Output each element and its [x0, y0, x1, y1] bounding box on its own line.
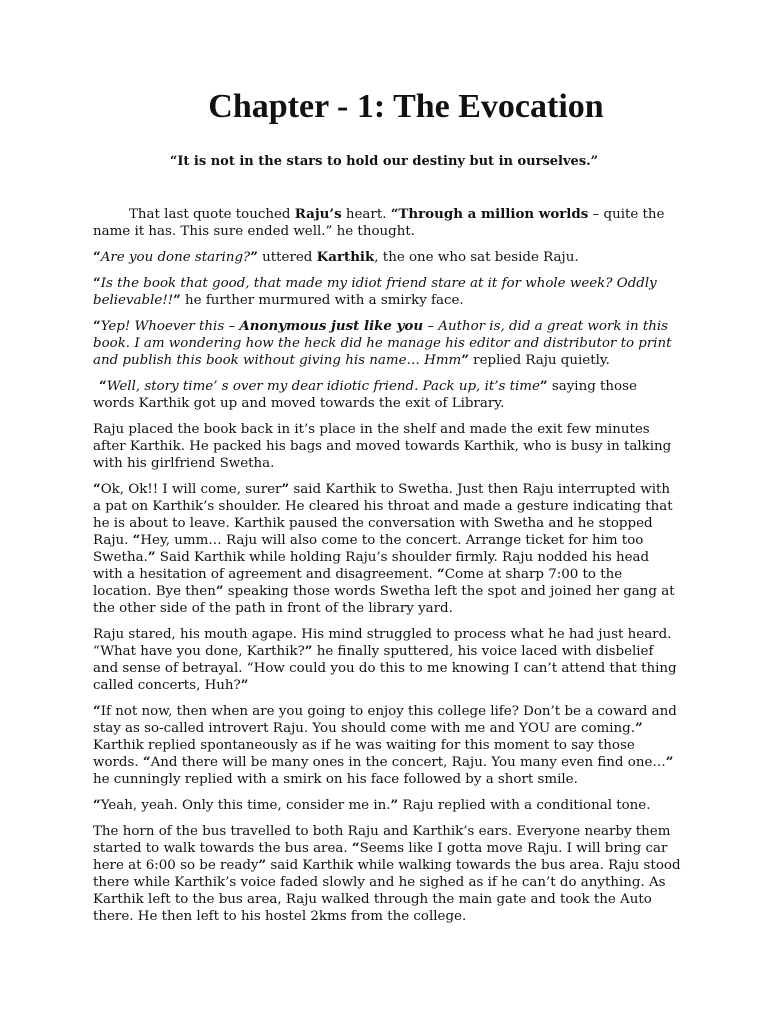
italic-dialogue: – Author is, did a great work in this book. I am wondering how the heck did he manage his editor and distributor to print and publish this book without giving his name… Hmm — [93, 319, 672, 368]
text-run: saying those words Karthik got up and moved towards the exit of Library. — [93, 379, 637, 411]
italic-dialogue: Yep! Whoever this – — [100, 319, 240, 334]
bold-book-title: “Through a million worlds — [390, 206, 589, 222]
text-run: Raju replied with a conditional tone. — [398, 798, 651, 813]
text-run: said Karthik to Swetha. Just then Raju interrupted with a pat on Karthik’s shoulder. He cleared his throat and made a gesture indicating that he is about to leave. Karthik paused the conversation with Swetha and he stopped Raju. — [93, 482, 673, 548]
text-run: Karthik replied spontaneously as if he was waiting for this moment to say those words. — [93, 738, 635, 770]
quote-mark: ” — [215, 583, 224, 599]
quote-mark: ” — [258, 857, 267, 873]
text-run: Said Karthik while holding Raju’s shoulder firmly. Raju nodded his head with a hesitation of agreement and disagreement. — [93, 550, 650, 582]
quote-mark: ” — [461, 352, 469, 368]
quote-mark: ” — [665, 754, 674, 770]
quote-mark: ” — [539, 378, 548, 394]
paragraph — [93, 378, 681, 412]
text-run: , the one who sat beside Raju. — [374, 250, 579, 265]
dialogue: Come at sharp 7:00 to the location. Bye then — [93, 567, 623, 599]
paragraph — [93, 797, 681, 814]
quote-mark: “ — [93, 318, 101, 334]
quote-mark: “ — [93, 249, 101, 265]
dialogue: And there will be many ones in the concert, Raju. You many even find one… — [150, 755, 666, 770]
paragraph — [93, 318, 681, 369]
bold-name: Raju’s — [294, 206, 342, 222]
dialogue: If not now, then when are you going to enjoy this college life? Don’t be a coward and stay as so-called introvert Raju. You should come with me and YOU are coming. — [93, 704, 677, 736]
text-run: – quite the name it has. This sure ended well.” he thought. — [93, 207, 665, 239]
italic-dialogue: Well, story time’ s over my dear idiotic friend. Pack up, it’s time — [106, 379, 540, 394]
text-run: said Karthik while walking towards the bus area. Raju stood there while Karthik’s voice faded slowly and he sighed as if he can’t do anything. As Karthik left to the bus area, Raju walked through the main gate and took the Auto there. He then left to his hostel 2kms from the college. — [93, 858, 681, 924]
quote-mark: “ — [93, 703, 101, 719]
paragraph — [93, 626, 681, 694]
text-run: Raju stared, his mouth agape. His mind struggled to process what he had just heard. “What have you done, Karthik? — [93, 627, 672, 659]
epigraph-quote: “It is not in the stars to hold our destiny but in ourselves.” — [169, 154, 599, 169]
chapter-title: Chapter - 1: The Evocation — [208, 88, 604, 125]
text-run: heart. — [341, 207, 391, 222]
text-run: he further murmured with a smirky face. — [180, 293, 464, 308]
quote-mark: “ — [93, 481, 101, 497]
text-run: That last quote touched — [129, 207, 295, 222]
text-run: speaking those words Swetha left the spot and joined her gang at the other side of the path in front of the library yard. — [93, 584, 675, 616]
paragraph: Raju placed the book back in it’s place in the shelf and made the exit few minutes after Karthik. He packed his bags and moved towards Karthik, who is busy in talking with his girlfriend Swetha. — [93, 422, 672, 471]
quote-mark: ” — [634, 720, 643, 736]
chapter-body — [93, 206, 681, 934]
dialogue: Hey, umm… Raju will also come to the concert. Arrange ticket for him too Swetha. — [93, 533, 644, 565]
paragraph — [93, 249, 681, 266]
quote-mark: ” — [390, 797, 399, 813]
bold-name: Karthik — [316, 249, 375, 265]
text-run: he finally sputtered, his voice laced with disbelief and sense of betrayal. “How could you do this to me knowing I can’t attend that thing called concerts, Huh? — [93, 644, 677, 693]
dialogue: Yeah, yeah. Only this time, consider me in. — [100, 798, 391, 813]
quote-mark: ” — [250, 249, 258, 265]
quote-mark: ” — [240, 677, 249, 693]
quote-mark: ” — [147, 549, 156, 565]
text-run: replied Raju quietly. — [468, 353, 610, 368]
dialogue: Ok, Ok!! I will come, surer — [100, 482, 282, 497]
paragraph — [93, 703, 681, 788]
quote-mark: ” — [304, 643, 313, 659]
quote-mark: “ — [93, 275, 101, 291]
paragraph — [93, 275, 681, 309]
quote-mark: “ — [93, 797, 101, 813]
quote-mark: “ — [437, 566, 445, 582]
quote-mark: ” — [281, 481, 290, 497]
paragraph — [93, 206, 681, 240]
quote-mark: “ — [351, 840, 360, 856]
quote-mark: ” — [173, 292, 181, 308]
text-run: uttered — [257, 250, 317, 265]
dialogue: Seems like I gotta move Raju. I will bring car here at 6:00 so be ready — [93, 841, 668, 873]
paragraph — [93, 481, 681, 617]
quote-mark: “ — [99, 378, 107, 394]
text-run: he cunningly replied with a smirk on his face followed by a short smile. — [93, 772, 578, 787]
paragraph — [93, 823, 681, 925]
quote-mark: “ — [142, 754, 151, 770]
italic-dialogue: Is the book that good, that made my idiot friend stare at it for whole week? Oddly believable!! — [93, 276, 657, 308]
text-run: The horn of the bus travelled to both Raju and Karthik’s ears. Everyone nearby them started to walk towards the bus area. — [93, 824, 671, 856]
italic-dialogue: Are you done staring? — [100, 250, 251, 265]
quote-mark: “ — [132, 532, 141, 548]
bold-italic-phrase: Anonymous just like you — [239, 318, 424, 334]
